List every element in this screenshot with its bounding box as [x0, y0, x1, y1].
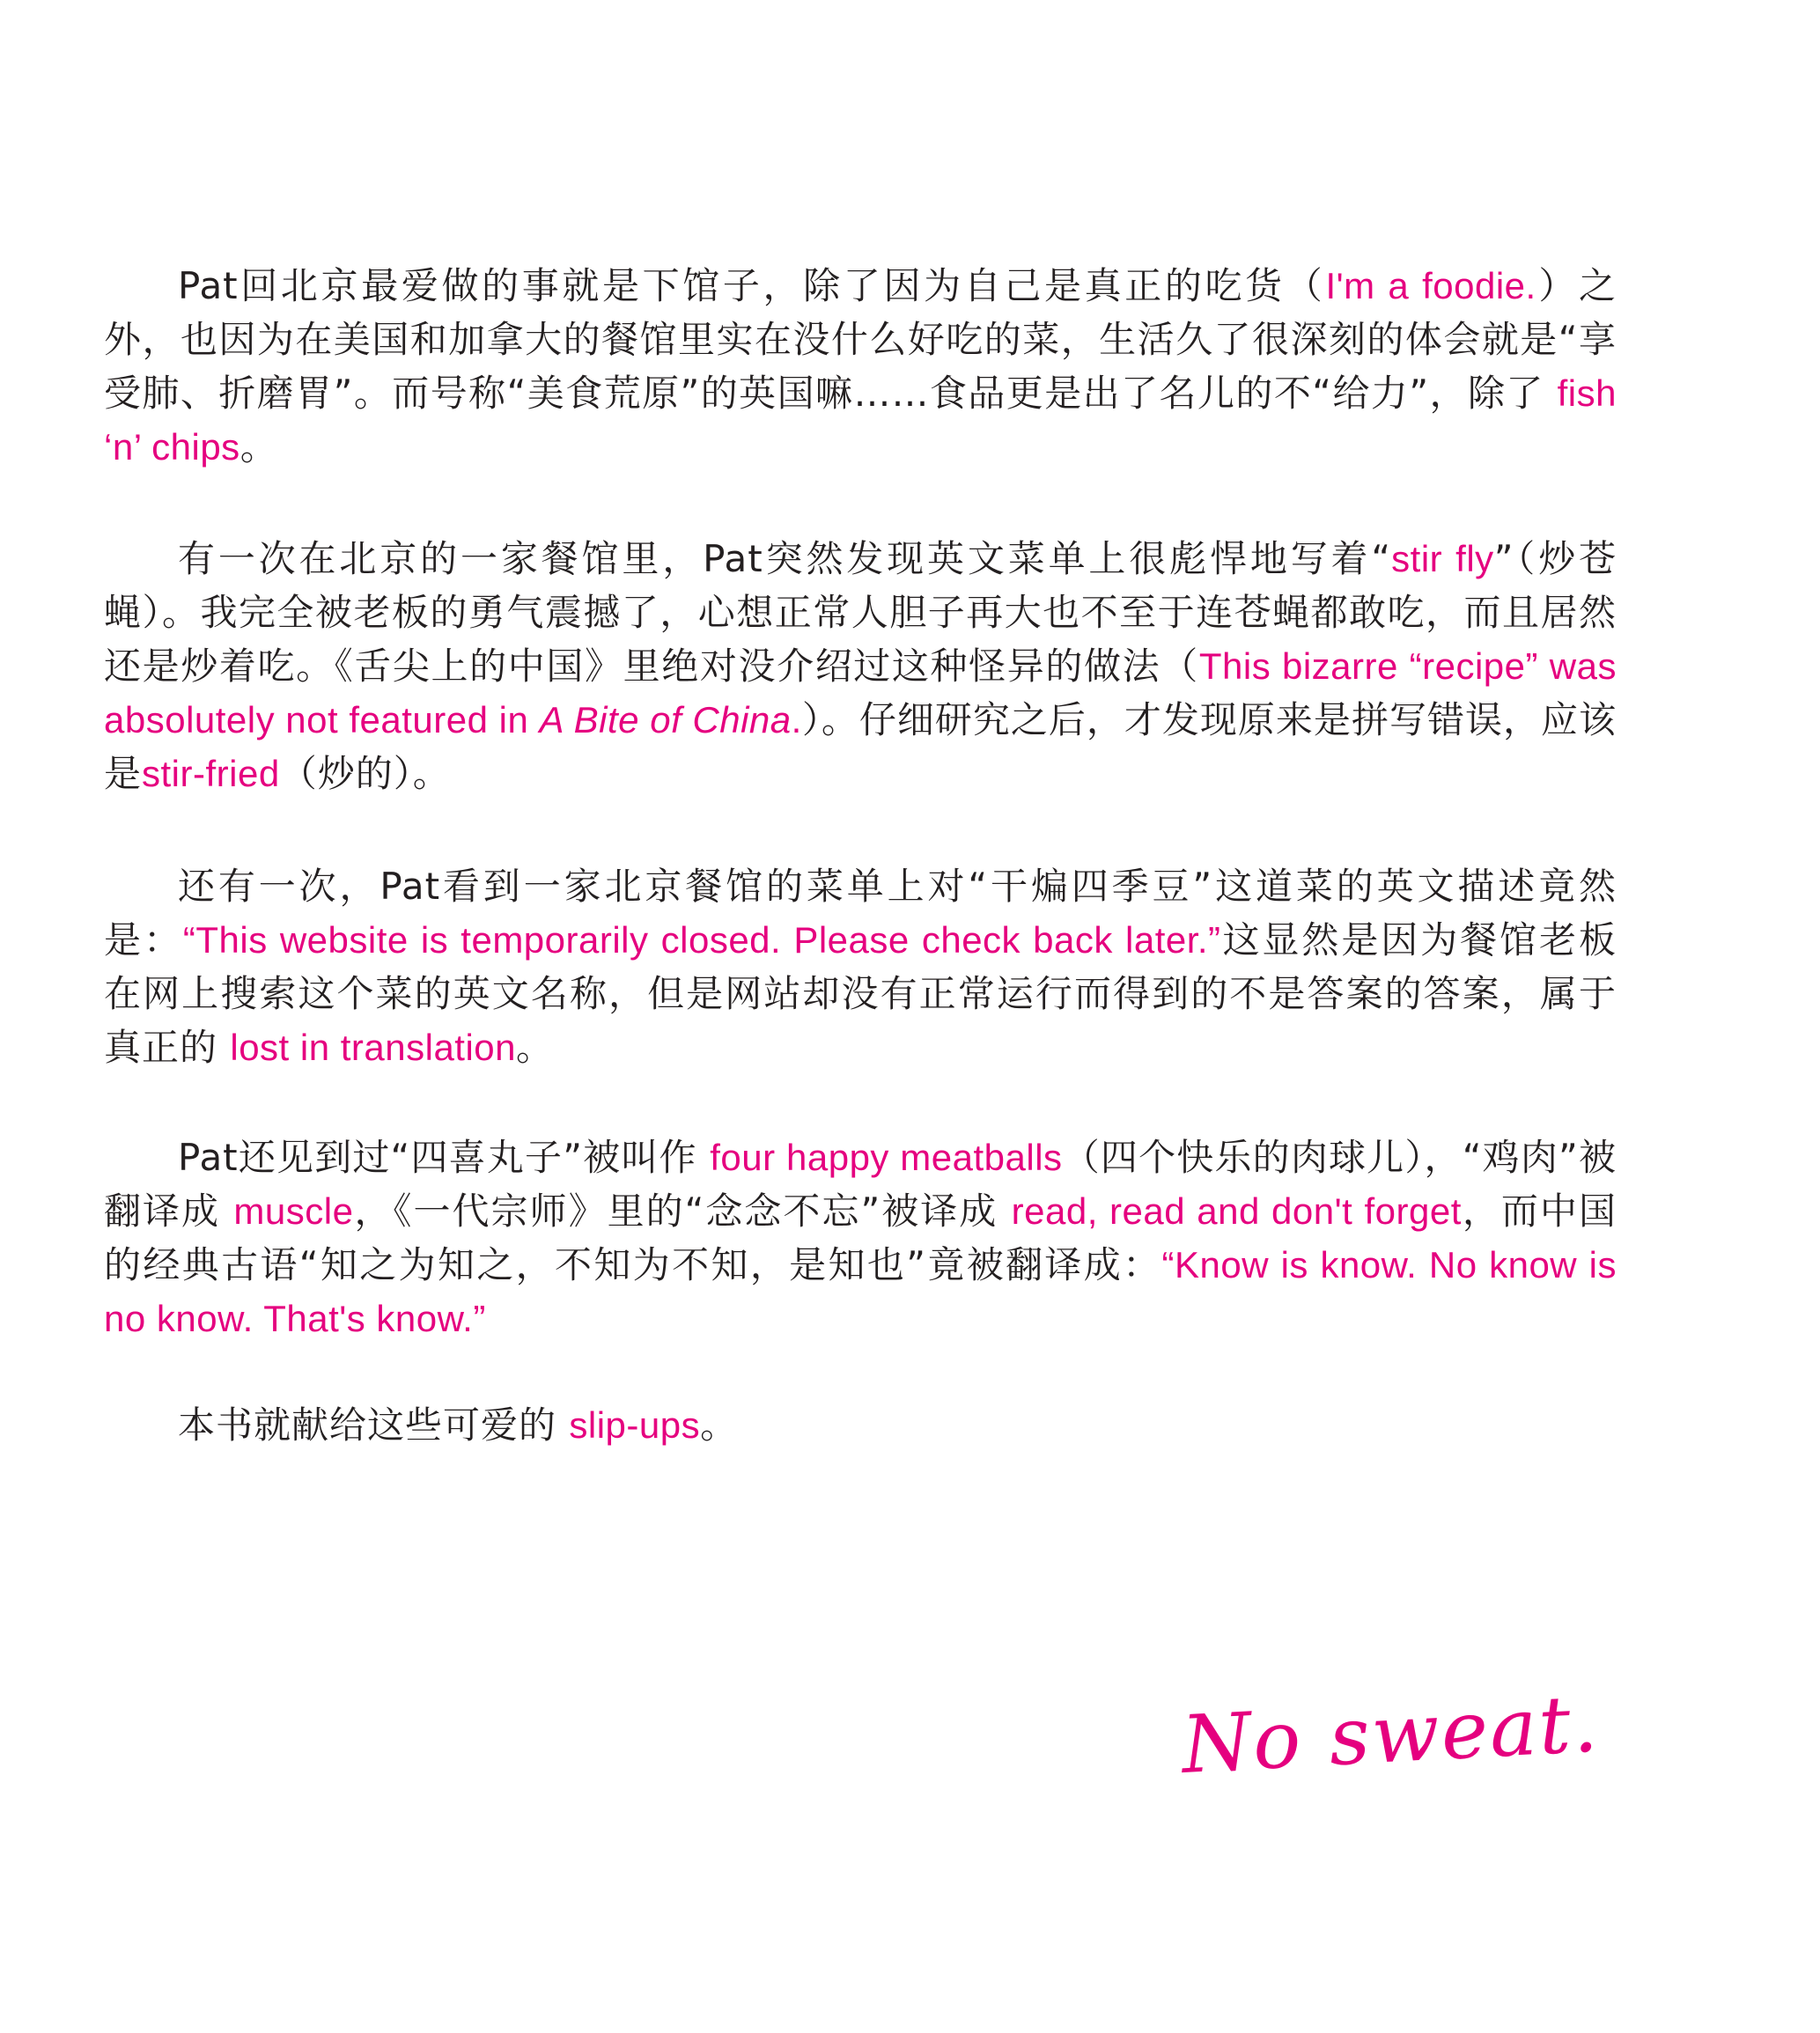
english-phrase: muscle: [233, 1190, 354, 1232]
chinese-text: ，《一代宗师》里的“念念不忘”被译成: [353, 1190, 1012, 1233]
english-phrase: stir fly: [1391, 538, 1494, 579]
english-phrase: slip-ups: [569, 1404, 701, 1446]
english-phrase: four happy meatballs: [710, 1137, 1063, 1178]
english-phrase: lost in translation: [230, 1027, 517, 1068]
paragraph-mistranslations: [104, 1131, 1617, 1345]
chinese-text: 有一次在北京的一家餐馆里，Pat突然发现英文菜单上很彪悍地写着“: [178, 537, 1392, 580]
signature-no-sweat: No sweat.: [1179, 1677, 1602, 1792]
english-phrase: This bizarre “recipe” was absolutely not featured in: [104, 645, 1617, 740]
paragraph-dedication: [104, 1398, 1617, 1452]
chinese-text: Pat还见到过“四喜丸子”被叫作: [178, 1136, 711, 1179]
english-phrase: .: [791, 699, 802, 740]
chinese-text: Pat回北京最爱做的事就是下馆子，除了因为自己是真正的吃货（: [178, 264, 1326, 307]
paragraph-foodie: [104, 259, 1617, 474]
chinese-text: 。: [516, 1026, 555, 1069]
paragraph-website-closed: [104, 859, 1617, 1074]
english-phrase: “This website is temporarily closed. Please check back later.”: [182, 919, 1221, 961]
chinese-text: ）。仔细研究之后，才发现原来是拼写错误，应该是: [104, 698, 1617, 795]
chinese-text: （四个快乐的肉球儿），“鸡肉”被翻译成: [104, 1136, 1617, 1233]
english-phrase: I'm a foodie.: [1325, 265, 1536, 306]
chinese-text: ）之外，也因为在美国和加拿大的餐馆里实在没什么好吃的菜，生活久了很深刻的体会就是“享受肺、折磨胃”。而号称“美食荒原”的英国嘛……食品更是出了名儿的不“给力”，除了: [104, 264, 1617, 415]
english-phrase: A Bite of China: [539, 699, 792, 740]
english-phrase: read, read and don't forget: [1011, 1190, 1462, 1232]
paragraph-stir-fly: [104, 532, 1617, 800]
chinese-text: （炒的）。: [279, 752, 451, 795]
chinese-text: 还有一次，Pat看到一家北京餐馆的菜单上对“干煸四季豆”这道菜的英文描述竟然是：: [104, 865, 1617, 961]
english-phrase: stir-fried: [142, 753, 280, 794]
chinese-text: ，而中国的经典古语“知之为知之，不知为不知，是知也”竟被翻译成：: [104, 1190, 1617, 1286]
chinese-text: 。: [700, 1403, 739, 1447]
chinese-text: ”（炒苍蝇）。我完全被老板的勇气震撼了，心想正常人胆子再大也不至于连苍蝇都敢吃，而且居然还是炒着吃。《舌尖上的中国》里绝对没介绍过这种怪异的做法（: [104, 537, 1617, 688]
english-phrase: fish ‘n’ chips: [104, 372, 1617, 468]
chinese-text: 本书就献给这些可爱的: [178, 1403, 570, 1447]
english-phrase: “Know is know. No know is no know. That's know.”: [104, 1244, 1617, 1339]
chinese-text: 。: [239, 425, 278, 468]
chinese-text: 这显然是因为餐馆老板在网上搜索这个菜的英文名称，但是网站却没有正常运行而得到的不是答案的答案，属于真正的: [104, 918, 1617, 1069]
